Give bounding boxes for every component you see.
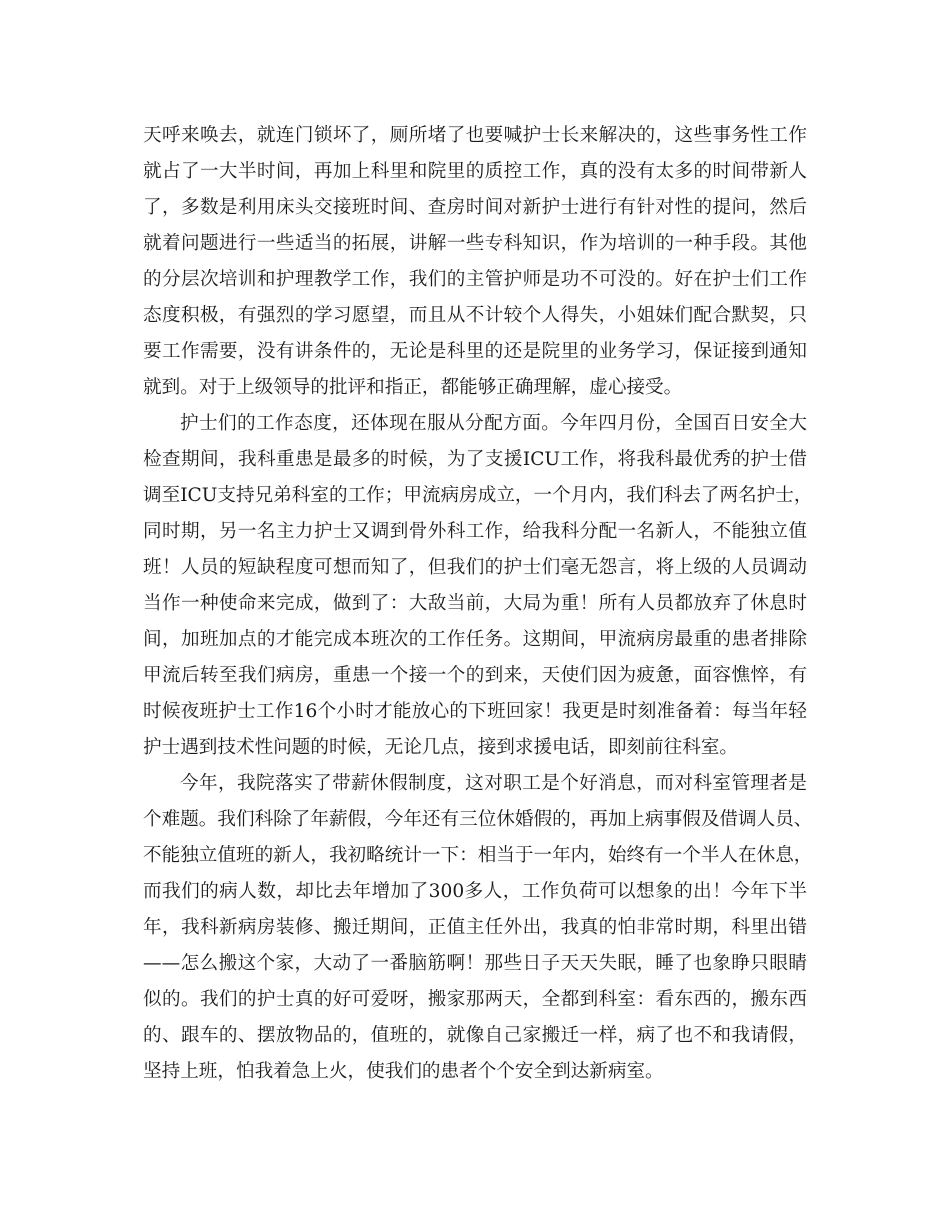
text-line: 班！人员的短缺程度可想而知了，但我们的护士们毫无怨言，将上级的人员调动 [143, 557, 807, 578]
text-line: 调至ICU支持兄弟科室的工作；甲流病房成立，一个月内，我们科去了两名护士， [143, 485, 813, 506]
text-line: 今年，我院落实了带薪休假制度，这对职工是个好消息，而对科室管理者是 [180, 773, 807, 794]
text-line: 要工作需要，没有讲条件的，无论是科里的还是院里的业务学习，保证接到通知 [143, 341, 807, 362]
text-line: 年，我科新病房装修、搬迁期间，正值主任外出，我真的怕非常时期，科里出错 [143, 917, 807, 938]
text-line: 就占了一大半时间，再加上科里和院里的质控工作，真的没有太多的时间带新人 [143, 161, 807, 182]
text-line: 间，加班加点的才能完成本班次的工作任务。这期间，甲流病房最重的患者排除 [143, 629, 807, 650]
text-line: 了，多数是利用床头交接班时间、查房时间对新护士进行有针对性的提问，然后 [143, 197, 807, 218]
text-line: 个难题。我们科除了年薪假，今年还有三位休婚假的，再加上病事假及借调人员、 [143, 809, 813, 830]
text-line: 似的。我们的护士真的好可爱呀，搬家那两天，全都到科室：看东西的，搬东西 [143, 989, 807, 1010]
text-line: 天呼来唤去，就连门锁坏了，厕所堵了也要喊护士长来解决的，这些事务性工作 [143, 125, 807, 146]
text-line: 的、跟车的、摆放物品的，值班的，就像自己家搬迁一样，病了也不和我请假， [143, 1025, 807, 1046]
text-line: 而我们的病人数，却比去年增加了300多人，工作负荷可以想象的出！今年下半 [143, 881, 807, 902]
text-line: 护士们的工作态度，还体现在服从分配方面。今年四月份，全国百日安全大 [180, 413, 807, 434]
text-line: 检查期间，我科重患是最多的时候，为了支援ICU工作，将我科最优秀的护士借 [143, 449, 807, 470]
text-line: 坚持上班，怕我着急上火，使我们的患者个个安全到达新病室。 [143, 1061, 664, 1082]
text-line: 甲流后转至我们病房，重患一个接一个的到来，天使们因为疲惫，面容憔悴，有 [143, 665, 807, 686]
text-line: 不能独立值班的新人，我初略统计一下：相当于一年内，始终有一个半人在休息， [143, 845, 813, 866]
text-line: 态度积极，有强烈的学习愿望，而且从不计较个人得失，小姐妹们配合默契，只 [143, 305, 807, 326]
text-line: 就着问题进行一些适当的拓展，讲解一些专科知识，作为培训的一种手段。其他 [143, 233, 807, 254]
text-line: 的分层次培训和护理教学工作，我们的主管护师是功不可没的。好在护士们工作 [143, 269, 807, 290]
text-line: ——怎么搬这个家，大动了一番脑筋啊！那些日子天天失眠，睡了也象睁只眼睛 [143, 953, 807, 974]
text-line: 同时期，另一名主力护士又调到骨外科工作，给我科分配一名新人，不能独立值 [143, 521, 807, 542]
text-line: 时候夜班护士工作16个小时才能放心的下班回家！我更是时刻准备着：每当年轻 [143, 701, 807, 722]
document-body [143, 118, 813, 1090]
text-line: 就到。对于上级领导的批评和指正，都能够正确理解，虚心接受。 [143, 377, 683, 398]
text-line: 当作一种使命来完成，做到了：大敌当前，大局为重！所有人员都放弃了休息时 [143, 593, 807, 614]
text-line: 护士遇到技术性问题的时候，无论几点，接到求援电话，即刻前往科室。 [143, 737, 739, 758]
